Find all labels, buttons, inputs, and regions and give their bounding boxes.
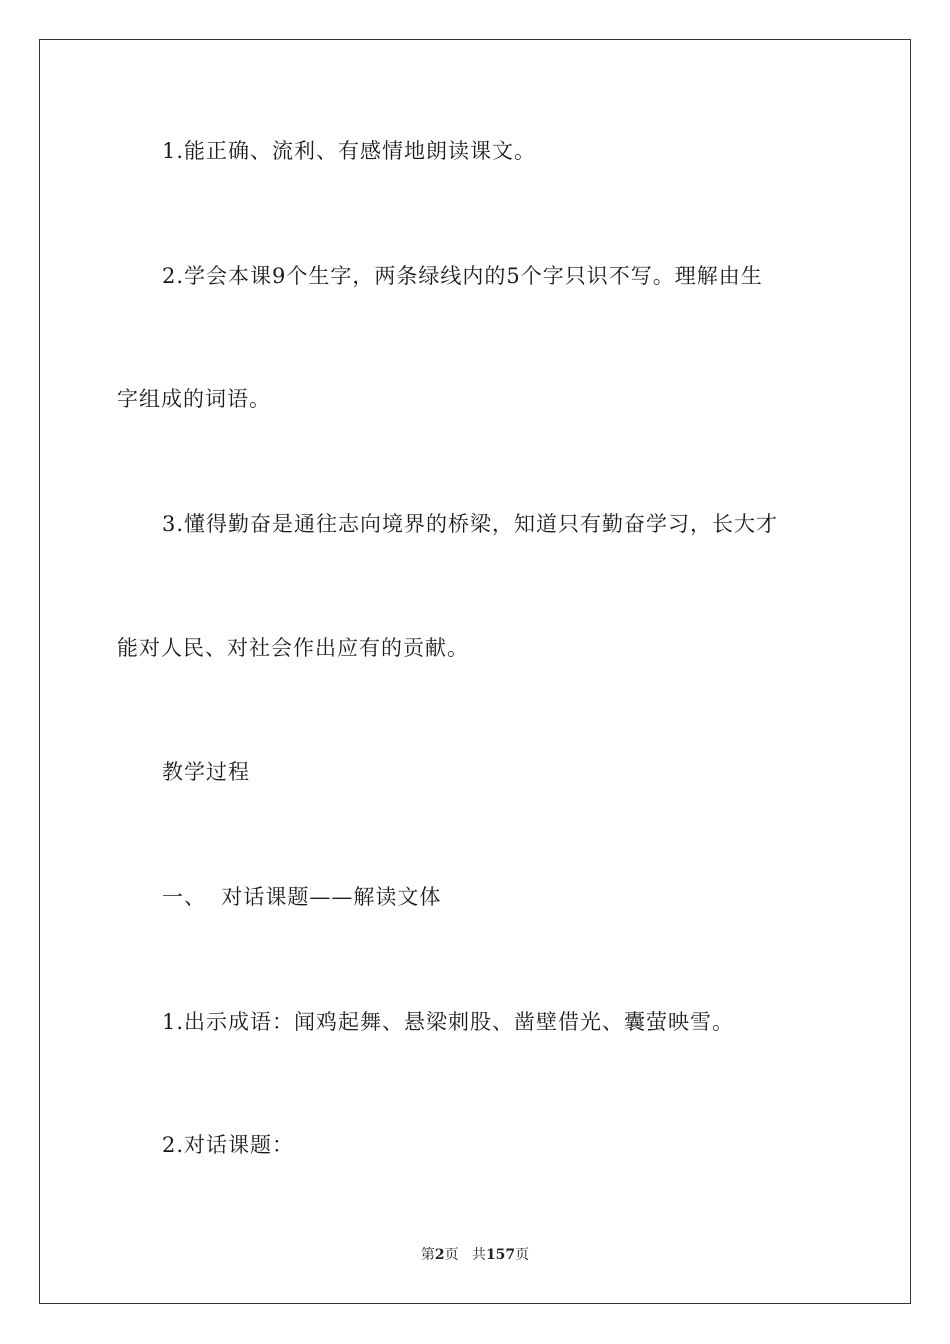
footer-total-pages: 157 bbox=[485, 1247, 516, 1263]
footer-prefix: 第 bbox=[420, 1247, 435, 1263]
step-2: 2.对话课题： bbox=[162, 1133, 295, 1157]
objective-3-line-1: 3.懂得勤奋是通往志向境界的桥梁，知道只有勤奋学习，长大才 bbox=[162, 512, 779, 536]
objective-2-line-2: 字组成的词语。 bbox=[117, 387, 271, 411]
section-heading: 教学过程 bbox=[162, 760, 250, 784]
footer-mid: 页 共 bbox=[444, 1247, 486, 1263]
page-footer bbox=[0, 1245, 950, 1265]
objective-3-line-2: 能对人民、对社会作出应有的贡献。 bbox=[117, 636, 469, 660]
objective-1: 1.能正确、流利、有感情地朗读课文。 bbox=[162, 139, 537, 163]
subsection-heading: 一、 对话课题——解读文体 bbox=[162, 885, 442, 909]
page-border bbox=[39, 39, 911, 1304]
objective-2-line-1: 2.学会本课9个生字，两条绿线内的5个字只识不写。理解由生 bbox=[162, 264, 763, 288]
footer-page-number: 2 bbox=[434, 1247, 445, 1263]
step-1: 1.出示成语：闻鸡起舞、悬梁刺股、凿壁借光、囊萤映雪。 bbox=[162, 1010, 735, 1034]
footer-suffix: 页 bbox=[515, 1247, 530, 1263]
